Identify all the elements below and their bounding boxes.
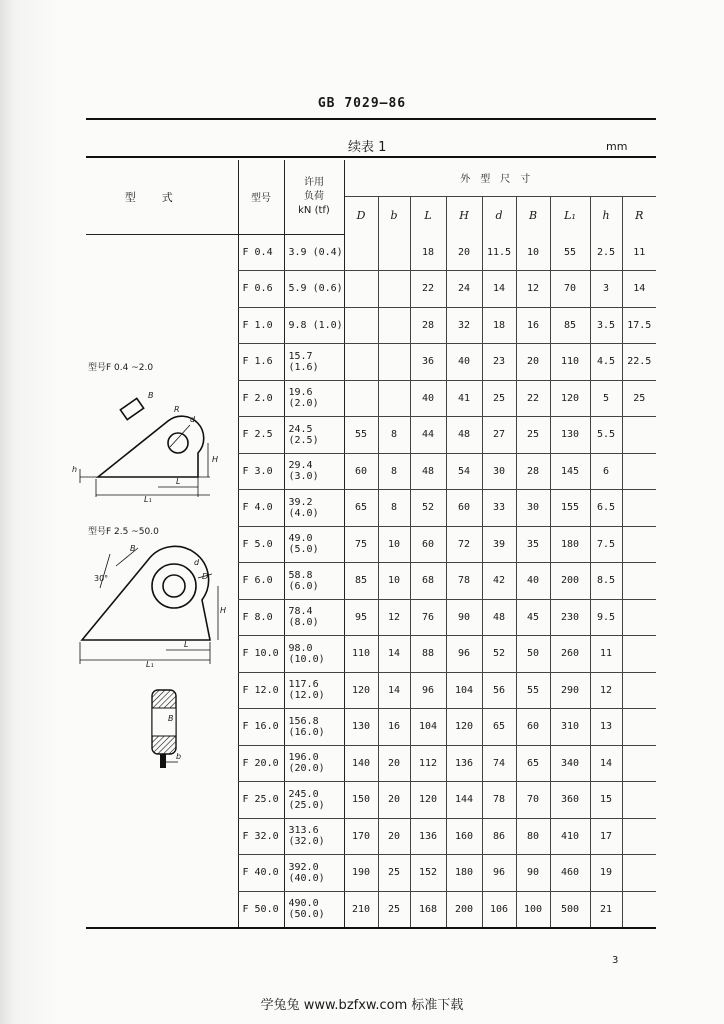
cell-d: 52 [482,636,516,673]
cell-r [622,636,656,673]
cell-d: 23 [482,344,516,381]
header-symbol: H [446,196,482,234]
unit-label: mm [606,140,628,153]
cell-b [378,271,410,308]
pin-hole-large [163,575,185,597]
cell-d: 86 [482,818,516,855]
cell-d: 96 [482,855,516,892]
cell-h: 15 [590,782,622,819]
figure1-caption: 型号F 0.4 ~2.0 [88,363,154,373]
cell-model: F 5.0 [238,526,284,563]
cell-d: 65 [482,709,516,746]
cell-load: 39.2 (4.0) [284,490,344,527]
cell-l1: 55 [550,234,590,271]
cell-d: 85 [344,563,378,600]
header-symbol: d [482,196,516,234]
cell-l1: 120 [550,380,590,417]
cell-b [378,234,410,271]
cell-l1: 500 [550,891,590,928]
cell-model: F 10.0 [238,636,284,673]
cell-d: 30 [482,453,516,490]
cell-h: 9.5 [590,599,622,636]
figure2-label-d: d [194,558,200,567]
figure1-label-L1: L₁ [144,495,152,504]
cell-load: 29.4 (3.0) [284,453,344,490]
cell-l1: 85 [550,307,590,344]
cell-d: 25 [482,380,516,417]
cell-l: 96 [410,672,446,709]
cell-r: 17.5 [622,307,656,344]
cell-load: 24.5 (2.5) [284,417,344,454]
cell-r [622,563,656,600]
cell-b: 10 [378,563,410,600]
cell-d: 95 [344,599,378,636]
cell-d: 11.5 [482,234,516,271]
cell-h: 160 [446,818,482,855]
cell-load: 9.8 (1.0) [284,307,344,344]
cell-r [622,672,656,709]
page-number: 3 [612,955,619,966]
cell-model: F 20.0 [238,745,284,782]
section-block [120,398,143,419]
cell-d: 18 [482,307,516,344]
cell-d: 170 [344,818,378,855]
cell-model: F 50.0 [238,891,284,928]
cell-load: 5.9 (0.6) [284,271,344,308]
cell-h: 180 [446,855,482,892]
cell-b: 100 [516,891,550,928]
scan-edge-shadow [0,0,60,1024]
cell-b: 35 [516,526,550,563]
cell-b: 12 [378,599,410,636]
cell-d: 60 [344,453,378,490]
cell-b: 14 [378,636,410,673]
table-title: 续表 1 [348,140,387,155]
cell-load: 3.9 (0.4) [284,234,344,271]
header-symbol: L₁ [550,196,590,234]
cell-l: 48 [410,453,446,490]
cell-h: 13 [590,709,622,746]
cell-load: 58.8 (6.0) [284,563,344,600]
cell-b: 65 [516,745,550,782]
table-top-rule [86,156,656,158]
figure2-label-angle: 30° [94,574,109,583]
cell-l1: 260 [550,636,590,673]
cell-h: 104 [446,672,482,709]
cell-r [622,417,656,454]
cell-r [622,855,656,892]
cell-l1: 340 [550,745,590,782]
cell-b: 20 [378,745,410,782]
cell-b: 70 [516,782,550,819]
cell-d: 33 [482,490,516,527]
cell-l: 76 [410,599,446,636]
cell-l: 40 [410,380,446,417]
cell-h: 5 [590,380,622,417]
cell-l1: 230 [550,599,590,636]
cell-h: 24 [446,271,482,308]
figure3-section-drawing [146,686,196,776]
cell-h: 72 [446,526,482,563]
cell-h: 11 [590,636,622,673]
cell-b: 22 [516,380,550,417]
cell-model: F 32.0 [238,818,284,855]
cell-h: 40 [446,344,482,381]
cell-l: 88 [410,636,446,673]
cell-d [344,344,378,381]
cell-b: 20 [516,344,550,381]
table-bottom-rule [86,927,656,929]
cell-l1: 310 [550,709,590,746]
cell-b: 40 [516,563,550,600]
document-code: GB 7029—86 [317,96,407,111]
cell-d [344,380,378,417]
header-model: 型号 [238,160,284,234]
cell-b: 25 [378,855,410,892]
header-rule [86,118,656,120]
cell-l: 68 [410,563,446,600]
cell-l: 28 [410,307,446,344]
cell-load: 490.0 (50.0) [284,891,344,928]
header-load-line3: kN (tf) [298,204,330,216]
cell-h: 60 [446,490,482,527]
cell-d: 130 [344,709,378,746]
cell-d: 27 [482,417,516,454]
cell-r [622,490,656,527]
cell-d: 210 [344,891,378,928]
cell-l: 60 [410,526,446,563]
cell-b [378,380,410,417]
cell-l1: 155 [550,490,590,527]
cell-r: 22.5 [622,344,656,381]
cell-l1: 110 [550,344,590,381]
cell-b: 8 [378,453,410,490]
header-symbol: R [635,208,644,222]
cell-d [344,271,378,308]
cell-l: 168 [410,891,446,928]
cell-h: 6.5 [590,490,622,527]
cell-h: 3 [590,271,622,308]
cell-l1: 130 [550,417,590,454]
cell-model: F 1.0 [238,307,284,344]
figure1-drawing [70,385,230,515]
figure1-label-d: d [190,415,196,424]
figure2-drawing [70,540,230,680]
cell-b: 14 [378,672,410,709]
cell-d: 42 [482,563,516,600]
cell-h: 41 [446,380,482,417]
cell-b: 60 [516,709,550,746]
cell-b: 8 [378,417,410,454]
cell-model: F 25.0 [238,782,284,819]
header-load-line1: 许用 [304,176,324,188]
site-footer: 学兔兔 www.bzfxw.com 标准下载 [260,998,464,1013]
cell-d: 190 [344,855,378,892]
cell-load: 19.6 (2.0) [284,380,344,417]
cell-model: F 2.0 [238,380,284,417]
cell-l: 18 [410,234,446,271]
cell-model: F 3.0 [238,453,284,490]
cell-h: 2.5 [590,234,622,271]
cell-r [622,818,656,855]
cell-load: 313.6 (32.0) [284,818,344,855]
figure2-label-B: B [130,544,136,553]
cell-h: 6 [590,453,622,490]
cell-r: 14 [622,271,656,308]
cell-load: 117.6 (12.0) [284,672,344,709]
cell-b: 28 [516,453,550,490]
cell-b: 25 [516,417,550,454]
figure3-label-b: b [176,752,182,761]
cell-d: 106 [482,891,516,928]
bracket-outline-large [82,546,210,640]
figure3-label-B: B [168,714,174,723]
boss-circle [152,564,196,608]
figure1-label-h: h [72,465,78,474]
cell-b: 16 [516,307,550,344]
header-symbol: L [410,196,446,234]
cell-l1: 180 [550,526,590,563]
cell-h: 19 [590,855,622,892]
cell-r [622,599,656,636]
cell-d: 39 [482,526,516,563]
figure1-label-L: L [176,477,181,486]
cell-b: 45 [516,599,550,636]
cell-h: 21 [590,891,622,928]
cell-h: 7.5 [590,526,622,563]
cell-model: F 12.0 [238,672,284,709]
cell-d: 65 [344,490,378,527]
cell-l1: 200 [550,563,590,600]
cell-h: 136 [446,745,482,782]
cell-b: 10 [516,234,550,271]
cell-d: 56 [482,672,516,709]
cell-b: 20 [378,818,410,855]
table-row [86,234,656,271]
figure2-caption: 型号F 2.5 ~50.0 [88,527,159,537]
cell-h: 78 [446,563,482,600]
cell-r: 11 [622,234,656,271]
cell-r [622,782,656,819]
cell-h: 96 [446,636,482,673]
cell-b [378,344,410,381]
cell-d: 14 [482,271,516,308]
cell-l: 44 [410,417,446,454]
cell-d: 150 [344,782,378,819]
cell-d: 55 [344,417,378,454]
figure2-label-H: H [220,606,227,615]
cell-r [622,709,656,746]
header-load [284,160,344,234]
cell-h: 144 [446,782,482,819]
header-symbol: h [590,196,622,234]
figure2-label-L1: L₁ [146,660,154,669]
cell-model: F 0.6 [238,271,284,308]
cell-l: 52 [410,490,446,527]
cell-b: 8 [378,490,410,527]
cell-b: 20 [378,782,410,819]
cell-h: 54 [446,453,482,490]
cell-r [622,745,656,782]
cell-b: 12 [516,271,550,308]
cell-d: 110 [344,636,378,673]
cell-d: 140 [344,745,378,782]
header-load-line2: 负荷 [304,190,324,202]
figure1-label-H: H [212,455,219,464]
cell-r [622,526,656,563]
cell-h: 20 [446,234,482,271]
cell-h: 90 [446,599,482,636]
cell-h: 17 [590,818,622,855]
cell-d: 48 [482,599,516,636]
figure1-label-B: B [148,391,154,400]
pin-hole [168,433,188,453]
cell-model: F 4.0 [238,490,284,527]
cell-load: 196.0 (20.0) [284,745,344,782]
cell-model: F 16.0 [238,709,284,746]
cell-l1: 460 [550,855,590,892]
cell-model: F 40.0 [238,855,284,892]
cell-b: 55 [516,672,550,709]
cell-b: 10 [378,526,410,563]
cell-r: 25 [622,380,656,417]
cell-h: 5.5 [590,417,622,454]
cell-d: 120 [344,672,378,709]
cell-l1: 360 [550,782,590,819]
cell-h: 120 [446,709,482,746]
cell-l1: 410 [550,818,590,855]
cell-h: 8.5 [590,563,622,600]
cell-b: 50 [516,636,550,673]
cell-l1: 145 [550,453,590,490]
cell-load: 98.0 (10.0) [284,636,344,673]
cell-l: 112 [410,745,446,782]
header-symbol: D [344,196,378,234]
header-symbol: B [516,196,550,234]
cell-l: 22 [410,271,446,308]
cell-l: 36 [410,344,446,381]
cell-b: 80 [516,818,550,855]
cell-l: 136 [410,818,446,855]
cell-b [378,307,410,344]
cell-l1: 290 [550,672,590,709]
cell-b: 25 [378,891,410,928]
cell-h: 12 [590,672,622,709]
cell-h: 48 [446,417,482,454]
cell-l: 104 [410,709,446,746]
cell-model: F 1.6 [238,344,284,381]
cell-r [622,453,656,490]
cell-b: 16 [378,709,410,746]
cell-h: 200 [446,891,482,928]
cell-load: 78.4 (8.0) [284,599,344,636]
cell-b: 30 [516,490,550,527]
cell-h: 4.5 [590,344,622,381]
header-symbol: b [378,196,410,234]
cell-b: 90 [516,855,550,892]
cell-load: 392.0 (40.0) [284,855,344,892]
cell-model: F 2.5 [238,417,284,454]
cell-model: F 0.4 [238,234,284,271]
cell-model: F 8.0 [238,599,284,636]
figure2-label-L: L [184,640,189,649]
cell-d: 78 [482,782,516,819]
cell-r [622,891,656,928]
header-dimensions: 外型尺寸 [344,160,656,196]
header-style: 型式 [86,160,238,234]
cell-h: 3.5 [590,307,622,344]
cell-load: 156.8 (16.0) [284,709,344,746]
cell-d [344,234,378,271]
cell-h: 14 [590,745,622,782]
cell-d: 75 [344,526,378,563]
cell-l: 152 [410,855,446,892]
figure2-label-D: D [202,572,209,581]
cell-d: 74 [482,745,516,782]
cell-load: 245.0 (25.0) [284,782,344,819]
cell-l: 120 [410,782,446,819]
cell-h: 32 [446,307,482,344]
cell-load: 15.7 (1.6) [284,344,344,381]
figure1-label-R: R [174,405,180,414]
cell-d [344,307,378,344]
cell-l1: 70 [550,271,590,308]
cell-model: F 6.0 [238,563,284,600]
cell-load: 49.0 (5.0) [284,526,344,563]
